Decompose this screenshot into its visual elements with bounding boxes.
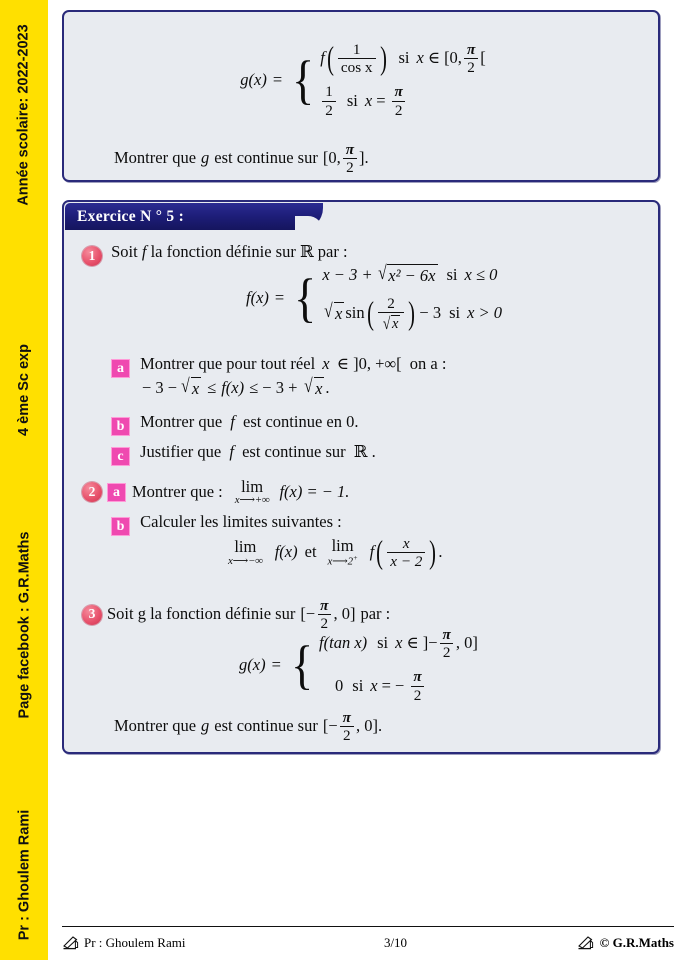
sub-a-line1-var: x [322,354,330,373]
top-panel-equals: = [272,69,283,89]
sidebar-school-year [0,0,48,230]
item-2-sub-a-letter-badge: a [107,483,126,502]
exercise-item-2-sub-a [82,478,349,507]
item-3-text-end: par : [360,604,391,624]
item-1-sub-a [111,354,446,378]
item-3-case1-expr: f(tan x) [319,633,368,653]
item-3-conclusion-close: , 0]. [355,716,383,736]
item-3-number-badge: 3 [82,605,102,625]
item-3-pi: π [320,597,329,614]
item-1-sub-c [111,442,376,466]
item-2-sub-b-limits [224,536,442,569]
item-3-case1-two: 2 [440,643,454,660]
sub-c-letter-badge: c [111,447,130,466]
conclusion-pre: Montrer que [114,148,197,168]
case2-frac-num: 1 [325,83,333,101]
exercise-item-1-heading [82,242,348,266]
case2-var: x [364,90,373,110]
sub-b-text-end: est continue en 0. [243,412,359,431]
item-1-sub-a-inequality [142,377,330,400]
item-1-text-end: par : [317,242,348,261]
sub-a-line1-pre: Montrer que pour tout réel [140,354,316,373]
sub-a-line2-left: − 3 − [142,378,178,397]
footer-left [62,935,317,951]
sub-a-sqrt1: x [191,379,200,398]
case1-pi: π [466,41,476,58]
item-3-conclusion [114,710,382,743]
sub-c-text-end: . [371,442,376,461]
item-1-case2-frac-num: 2 [387,294,395,312]
page-content [48,0,679,960]
sub-c-text-f: f [229,442,234,461]
footer-teacher-name: Pr : Ghoulem Rami [84,935,186,950]
item-3-case2-two: 2 [411,686,425,703]
sqrt-icon: √ [377,263,387,284]
top-panel-piecewise-equation [64,42,662,118]
item-1-text-f: f [141,242,147,261]
item-2b-lim2-sub: x⟶2+ [327,553,358,568]
case2-pi: π [394,83,403,101]
item-2-sub-b-text: Calculer les limites suivantes : [140,512,342,531]
item-2b-lim1: lim [234,537,257,557]
item-2-sub-a-text: Montrer que : [132,482,223,502]
exercise-5-title: Exercice N ° 5 : [77,207,185,225]
sub-a-sqrt2: x [315,379,323,398]
sqrt-icon: √ [304,376,314,397]
exercise-5-banner [65,203,295,230]
item-3-case2-var: x [370,675,378,695]
item-2b-period: . [438,542,443,562]
item-1-case2-sqrt-x: x [335,304,343,324]
paren-open-icon: ( [326,40,334,77]
conclusion-interval-open: [0, [322,148,341,168]
sub-a-fx: f(x) [221,378,245,397]
sub-a-line1-in: ∈ [336,354,349,373]
item-1-case1-si: si [446,265,458,284]
item-3-case2-zero: 0 [335,675,344,695]
paren-close-icon: ) [379,40,387,77]
item-1-case2-minus3: − 3 [419,303,442,323]
sqrt-icon: √ [324,301,333,323]
sidebar-facebook-page [0,500,48,750]
case1-interval-open: [0, [444,48,462,68]
sub-c-text-R: ℝ [353,442,368,461]
footer-page-number: 3/10 [383,935,408,950]
top-panel-function-name: g(x) [240,69,267,89]
exercise-5-panel [62,200,660,754]
item-3-case1-si: si [377,633,389,653]
item-1-case-1 [322,264,502,287]
top-panel-conclusion [114,142,369,175]
paren-close-icon: ) [408,295,416,332]
item-3-case2-si: si [352,675,364,695]
sub-b-text-f: f [230,412,235,431]
sub-c-text-pre: Justifier que [140,442,222,461]
exercise-item-2-sub-b [111,512,342,536]
yellow-sidebar [0,0,48,960]
sub-a-letter-badge: a [111,359,130,378]
sqrt-icon: √ [181,376,190,397]
conclusion-two: 2 [343,158,357,175]
case1-frac-num: 1 [352,41,361,58]
sidebar-school-year-text: Année scolaire: 2022-2023 [16,24,33,206]
pen-icon [577,936,594,950]
item-1-case2-cond: x > 0 [467,303,503,323]
case1-f: f [320,48,325,68]
sqrt-icon: √ [382,313,391,333]
page-footer [62,932,674,954]
item-1-case-2 [322,296,502,332]
exercise-banner-tail [295,203,323,230]
item-2b-et: et [304,542,317,562]
item-3-text-pre: Soit g la fonction définie sur [107,604,296,624]
item-3-conclusion-pre: Montrer que [114,716,197,736]
top-panel-case-2 [320,84,485,117]
conclusion-close: ]. [359,148,369,168]
sidebar-teacher-name [0,790,48,960]
item-3-conclusion-pi: π [342,709,351,726]
sub-a-line2-end: . [325,378,330,397]
item-1-sub-b [111,412,358,436]
sidebar-facebook-page-text: Page facebook : G.R.Maths [16,531,32,719]
item-3-two: 2 [318,614,332,631]
item-1-case1-expr: x − 3 + [322,265,373,284]
sub-a-line1-interval: ]0, +∞[ [353,354,402,373]
item-3-case2-pi: π [413,668,422,686]
pen-icon [62,936,79,950]
item-3-case1-int-close: , 0] [455,633,478,653]
footer-right [474,935,674,951]
footer-divider [62,926,674,927]
item-3-conclusion-g: g [201,716,210,736]
item-2b-frac-num: x [402,535,410,552]
item-1-number-badge: 1 [82,246,102,266]
item-3-equals: = [271,654,281,674]
item-1-text-R: ℝ [299,242,314,261]
item-1-case2-frac-den: x [391,315,399,332]
item-1-text-mid: la fonction définie sur [150,242,296,261]
item-2-sub-b-letter-badge: b [111,517,130,536]
item-2-sub-a-expr: f(x) = − 1. [279,482,350,502]
item-1-case2-si: si [449,303,461,323]
item-2-number-badge: 2 [82,482,102,502]
brace-icon: { [294,266,317,328]
item-2b-frac-den: x − 2 [387,552,425,569]
conclusion-g: g [201,148,210,168]
case1-two: 2 [464,58,478,75]
paren-open-icon: ( [376,534,384,571]
paren-close-icon: ) [429,534,437,571]
item-3-conclusion-mid: est continue sur [214,716,318,736]
case2-equals: = [376,90,386,110]
item-3-case2-equals: = − [381,675,405,695]
sub-a-line1-end: on a : [409,354,447,373]
item-2-lim-sub: x⟶+∞ [234,494,270,507]
top-panel-case-1 [320,42,485,75]
item-2b-lim1-sub: x⟶−∞ [228,554,263,567]
footer-copyright: © G.R.Maths [599,935,674,950]
sub-b-text-pre: Montrer que [140,412,223,431]
case1-var: x [416,48,424,68]
item-3-piecewise-equation [239,627,478,703]
item-3-interval-close: , 0] [333,604,356,624]
sidebar-class-level [0,310,48,470]
sub-c-text-mid: est continue sur [242,442,346,461]
item-3-function-name: g(x) [239,654,266,674]
item-3-conclusion-two: 2 [340,726,354,743]
case1-interval-close: [ [480,48,486,68]
case1-frac-den: cos x [338,58,376,75]
sub-b-letter-badge: b [111,417,130,436]
item-1-text-pre: Soit [111,242,138,261]
item-3-case1-var: x [395,633,403,653]
item-2b-lim2: lim [331,536,354,555]
item-1-case1-sqrt: x² − 6x [388,266,436,285]
paren-open-icon: ( [366,295,374,332]
case2-si: si [346,90,358,110]
item-1-function-name: f(x) [246,287,269,307]
item-2-lim: lim [241,477,264,496]
case1-in: ∈ [427,48,441,68]
sidebar-class-level-text: 4 ème Sc exp [16,344,32,436]
sub-a-le1: ≤ [207,378,217,397]
case1-si: si [398,48,410,68]
conclusion-pi: π [345,141,355,158]
item-3-case-2 [319,669,478,702]
item-3-case-1 [319,627,478,660]
item-3-conclusion-int-open: [− [322,716,338,736]
item-2b-expr1: f(x) [274,542,298,562]
case2-two: 2 [392,101,406,118]
item-1-case1-cond: x ≤ 0 [464,265,498,284]
item-3-case1-in: ∈ [406,633,419,653]
item-2b-expr2-f: f [369,542,375,562]
item-3-interval-open: [− [300,604,316,624]
item-1-piecewise-equation [246,264,502,332]
brace-icon: { [292,48,315,110]
item-3-case1-pi: π [442,626,451,643]
sub-a-le2: ≤ − 3 + [249,378,298,397]
item-1-equals: = [274,287,285,307]
item-3-case1-int-open: ]− [422,633,438,653]
brace-icon: { [290,633,314,695]
top-exercise-panel [62,10,660,182]
sidebar-teacher-name-text: Pr : Ghoulem Rami [16,809,32,941]
conclusion-mid: est continue sur [214,148,318,168]
case2-frac-den: 2 [322,101,336,118]
item-1-case2-sin: sin [345,303,365,323]
